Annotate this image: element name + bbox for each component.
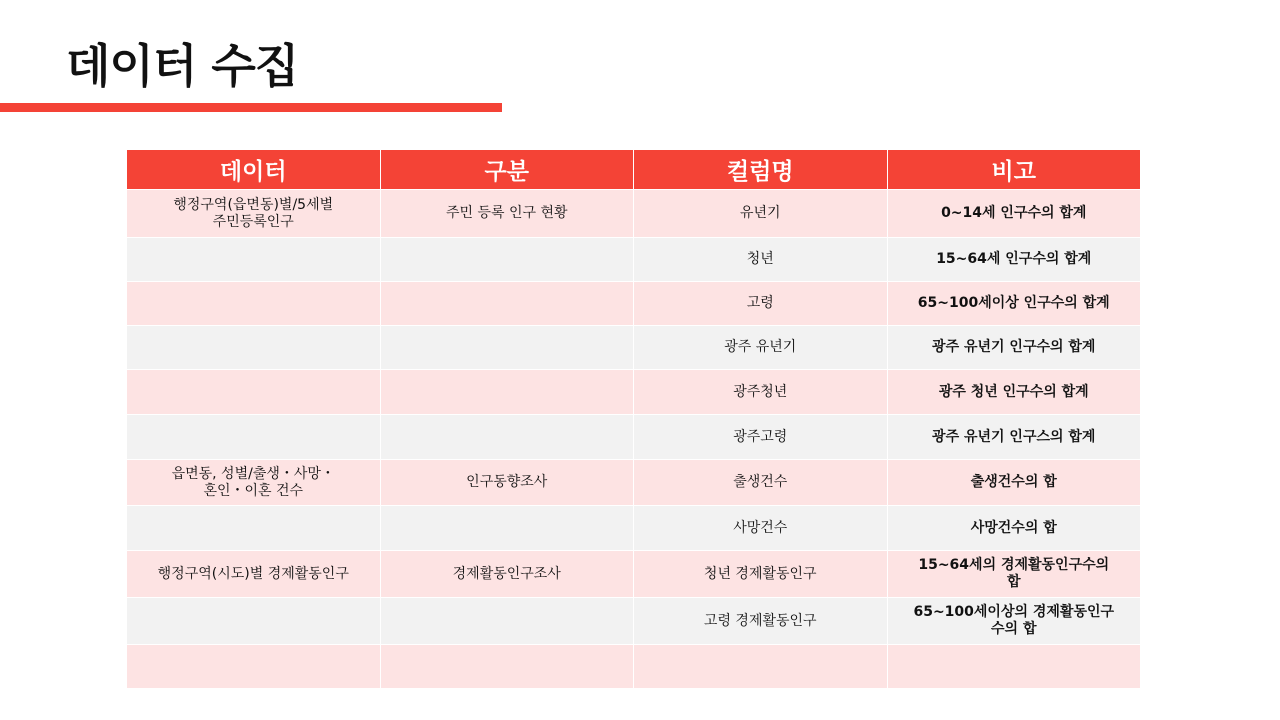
cell-note: 65~100세이상 인구수의 합계 <box>887 282 1141 326</box>
header-data: 데이터 <box>127 150 381 190</box>
table-row <box>127 551 1141 598</box>
cell-data: 읍면동, 성별/출생・사망・ 혼인・이혼 건수 <box>127 460 381 506</box>
cell-data <box>127 238 381 282</box>
table-row <box>127 370 1141 415</box>
data-collection-table <box>126 150 1141 688</box>
cell-column-name: 출생건수 <box>634 460 888 506</box>
cell-column-name <box>634 645 888 688</box>
header-note: 비고 <box>887 150 1141 190</box>
cell-data <box>127 598 381 645</box>
cell-data: 행정구역(읍면동)별/5세별 주민등록인구 <box>127 190 381 238</box>
cell-note: 15~64세 인구수의 합계 <box>887 238 1141 282</box>
cell-category <box>380 238 634 282</box>
cell-data <box>127 415 381 460</box>
table-row <box>127 238 1141 282</box>
page-title: 데이터 수집 <box>66 39 299 93</box>
cell-category: 경제활동인구조사 <box>380 551 634 598</box>
cell-column-name: 광주 유년기 <box>634 326 888 370</box>
table-row <box>127 415 1141 460</box>
cell-column-name: 고령 <box>634 282 888 326</box>
cell-data <box>127 645 381 688</box>
cell-column-name: 고령 경제활동인구 <box>634 598 888 645</box>
cell-category: 인구동향조사 <box>380 460 634 506</box>
cell-note: 광주 유년기 인구수의 합계 <box>887 326 1141 370</box>
table-row <box>127 506 1141 551</box>
title-underline-bar <box>0 103 502 112</box>
cell-column-name: 청년 경제활동인구 <box>634 551 888 598</box>
table-row <box>127 282 1141 326</box>
cell-note: 광주 청년 인구수의 합계 <box>887 370 1141 415</box>
cell-note: 0~14세 인구수의 합계 <box>887 190 1141 238</box>
cell-category <box>380 598 634 645</box>
cell-data <box>127 282 381 326</box>
cell-column-name: 청년 <box>634 238 888 282</box>
cell-column-name: 광주청년 <box>634 370 888 415</box>
cell-category <box>380 326 634 370</box>
header-category: 구분 <box>380 150 634 190</box>
cell-data: 행정구역(시도)별 경제활동인구 <box>127 551 381 598</box>
cell-note <box>887 645 1141 688</box>
cell-data <box>127 326 381 370</box>
cell-note: 15~64세의 경제활동인구수의 합 <box>887 551 1141 598</box>
table-row <box>127 326 1141 370</box>
cell-category <box>380 282 634 326</box>
cell-category <box>380 645 634 688</box>
cell-note: 광주 유년기 인구스의 합계 <box>887 415 1141 460</box>
table-row <box>127 598 1141 645</box>
table-row <box>127 190 1141 238</box>
cell-category <box>380 506 634 551</box>
header-column-name: 컬럼명 <box>634 150 888 190</box>
cell-data <box>127 370 381 415</box>
cell-column-name: 유년기 <box>634 190 888 238</box>
cell-category <box>380 415 634 460</box>
cell-data <box>127 506 381 551</box>
cell-note: 출생건수의 합 <box>887 460 1141 506</box>
table-row <box>127 460 1141 506</box>
cell-column-name: 광주고령 <box>634 415 888 460</box>
table-header-row <box>127 150 1141 190</box>
cell-column-name: 사망건수 <box>634 506 888 551</box>
table-row <box>127 645 1141 688</box>
cell-note: 사망건수의 합 <box>887 506 1141 551</box>
cell-category: 주민 등록 인구 현황 <box>380 190 634 238</box>
cell-note: 65~100세이상의 경제활동인구 수의 합 <box>887 598 1141 645</box>
cell-category <box>380 370 634 415</box>
